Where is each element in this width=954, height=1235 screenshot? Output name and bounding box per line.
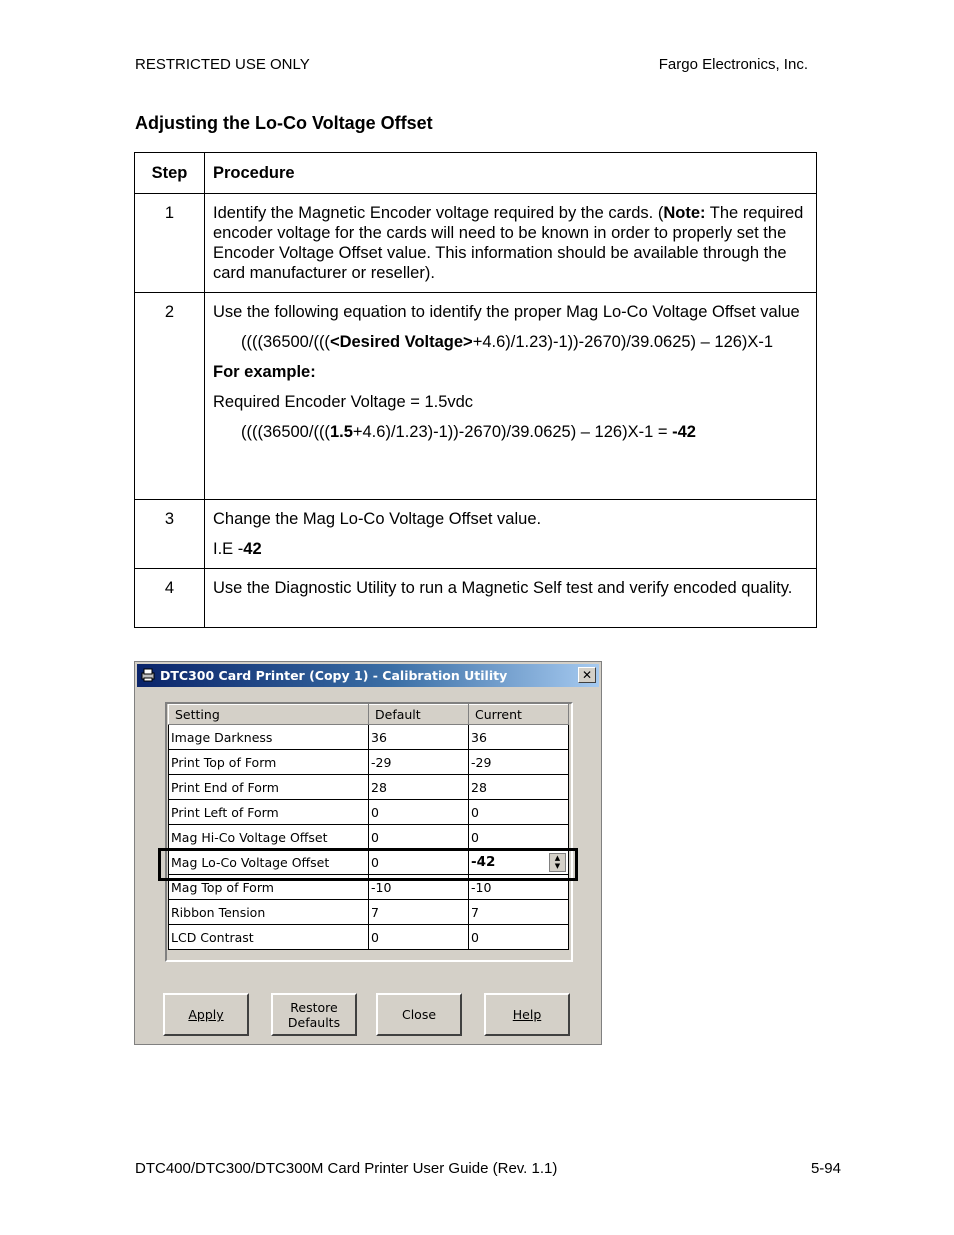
table-row <box>135 194 817 293</box>
default-value: -29 <box>369 750 469 775</box>
ie-label: I.E - <box>213 540 244 558</box>
close-button[interactable] <box>376 993 462 1036</box>
table-header-row <box>135 153 817 194</box>
spin-down-icon[interactable]: ▼ <box>554 862 561 870</box>
help-button[interactable] <box>484 993 570 1036</box>
setting-name: Print Left of Form <box>169 800 369 825</box>
current-value[interactable]: 0 <box>469 800 569 825</box>
default-value: 0 <box>369 850 469 875</box>
setting-name: Mag Top of Form <box>169 875 369 900</box>
grid-header-default[interactable]: Default <box>369 705 469 725</box>
table-row[interactable] <box>169 875 569 900</box>
dialog-title: DTC300 Card Printer (Copy 1) - Calibration Utility <box>160 668 508 683</box>
default-value: 0 <box>369 925 469 950</box>
eq2-part-b: +4.6)/1.23)-1))-2670)/39.0625) – 126)X-1 = <box>352 423 673 441</box>
table-row <box>135 500 817 569</box>
eq2-part-a: ((((36500/((( <box>241 423 330 441</box>
grid-header-setting[interactable]: Setting <box>169 705 369 725</box>
default-value: 0 <box>369 800 469 825</box>
setting-name: Print Top of Form <box>169 750 369 775</box>
procedure-table <box>134 152 817 628</box>
col-step-header: Step <box>135 153 205 194</box>
col-procedure-header: Procedure <box>205 153 817 194</box>
default-value: 7 <box>369 900 469 925</box>
step-number: 4 <box>135 569 205 628</box>
eq1-part-a: ((((36500/((( <box>241 333 330 351</box>
restore-defaults-button[interactable] <box>271 993 357 1036</box>
table-row-selected[interactable] <box>169 850 569 875</box>
default-value: -10 <box>369 875 469 900</box>
title-bar[interactable] <box>137 664 599 687</box>
header-left: RESTRICTED USE ONLY <box>135 56 310 73</box>
eq2-voltage: 1.5 <box>329 423 353 441</box>
default-value: 36 <box>369 725 469 750</box>
table-row[interactable] <box>169 750 569 775</box>
procedure-text: Use the Diagnostic Utility to run a Magnetic Self test and verify encoded quality. <box>205 569 817 628</box>
table-row[interactable] <box>169 725 569 750</box>
procedure-text <box>205 500 817 569</box>
printer-icon <box>140 667 156 683</box>
step3-example <box>213 539 808 559</box>
setting-name: Image Darkness <box>169 725 369 750</box>
setting-name: Print End of Form <box>169 775 369 800</box>
restore-label-1: Restore <box>290 999 338 1015</box>
calibration-utility-dialog <box>134 661 602 1045</box>
step1-text-b: The required encoder voltage for the cards will need to be known in order to properly set the Encoder Voltage Offset value. This information should be available through the card manufacturer or reseller). <box>213 204 804 282</box>
eq1-desired-voltage: <Desired Voltage> <box>329 333 473 351</box>
note-label: Note: <box>663 204 706 222</box>
current-value-spinner[interactable] <box>469 850 569 875</box>
setting-name: Ribbon Tension <box>169 900 369 925</box>
current-value[interactable]: 7 <box>469 900 569 925</box>
eq2-result: -42 <box>672 423 696 441</box>
step3-text: Change the Mag Lo-Co Voltage Offset value. <box>213 510 542 528</box>
ie-value: 42 <box>243 540 262 558</box>
table-row <box>135 293 817 500</box>
current-value[interactable]: -42 <box>471 854 496 870</box>
close-icon[interactable]: ✕ <box>578 667 596 683</box>
settings-grid <box>165 702 573 962</box>
required-voltage: Required Encoder Voltage = 1.5vdc <box>213 393 474 411</box>
setting-name: Mag Lo-Co Voltage Offset <box>169 850 369 875</box>
default-value: 28 <box>369 775 469 800</box>
example-label: For example: <box>213 363 316 381</box>
procedure-text <box>205 194 817 293</box>
step2-intro: Use the following equation to identify the proper Mag Lo-Co Voltage Offset value <box>213 303 800 321</box>
help-label: Help <box>512 1007 542 1022</box>
step-number: 3 <box>135 500 205 569</box>
current-value[interactable]: 36 <box>469 725 569 750</box>
table-row[interactable] <box>169 800 569 825</box>
restore-label-2: Defaults <box>287 1014 341 1030</box>
equation-general <box>213 332 808 352</box>
settings-table <box>168 704 569 950</box>
step1-text-a: Identify the Magnetic Encoder voltage required by the cards. ( <box>213 204 664 222</box>
current-value[interactable]: 0 <box>469 925 569 950</box>
close-label: Close <box>401 1007 437 1022</box>
apply-button[interactable] <box>163 993 249 1036</box>
grid-header-current[interactable]: Current <box>469 705 569 725</box>
grid-header-row <box>169 705 569 725</box>
current-value[interactable]: 0 <box>469 825 569 850</box>
equation-example <box>213 422 808 442</box>
footer-left: DTC400/DTC300/DTC300M Card Printer User Guide (Rev. 1.1) <box>135 1160 558 1177</box>
procedure-text <box>205 293 817 500</box>
header-right: Fargo Electronics, Inc. <box>658 56 808 73</box>
spin-control[interactable] <box>549 853 566 872</box>
current-value[interactable]: -10 <box>469 875 569 900</box>
table-row[interactable] <box>169 775 569 800</box>
setting-name: Mag Hi-Co Voltage Offset <box>169 825 369 850</box>
current-value[interactable]: 28 <box>469 775 569 800</box>
eq1-part-b: +4.6)/1.23)-1))-2670)/39.0625) – 126)X-1 <box>472 333 774 351</box>
setting-name: LCD Contrast <box>169 925 369 950</box>
section-title: Adjusting the Lo-Co Voltage Offset <box>135 113 433 133</box>
table-row[interactable] <box>169 825 569 850</box>
table-row[interactable] <box>169 925 569 950</box>
spin-up-icon[interactable]: ▲ <box>554 854 561 862</box>
apply-label: Apply <box>188 1007 224 1022</box>
table-row[interactable] <box>169 900 569 925</box>
step-number: 1 <box>135 194 205 293</box>
step-number: 2 <box>135 293 205 500</box>
table-row <box>135 569 817 628</box>
current-value[interactable]: -29 <box>469 750 569 775</box>
page-number: 5-94 <box>810 1160 841 1177</box>
default-value: 0 <box>369 825 469 850</box>
